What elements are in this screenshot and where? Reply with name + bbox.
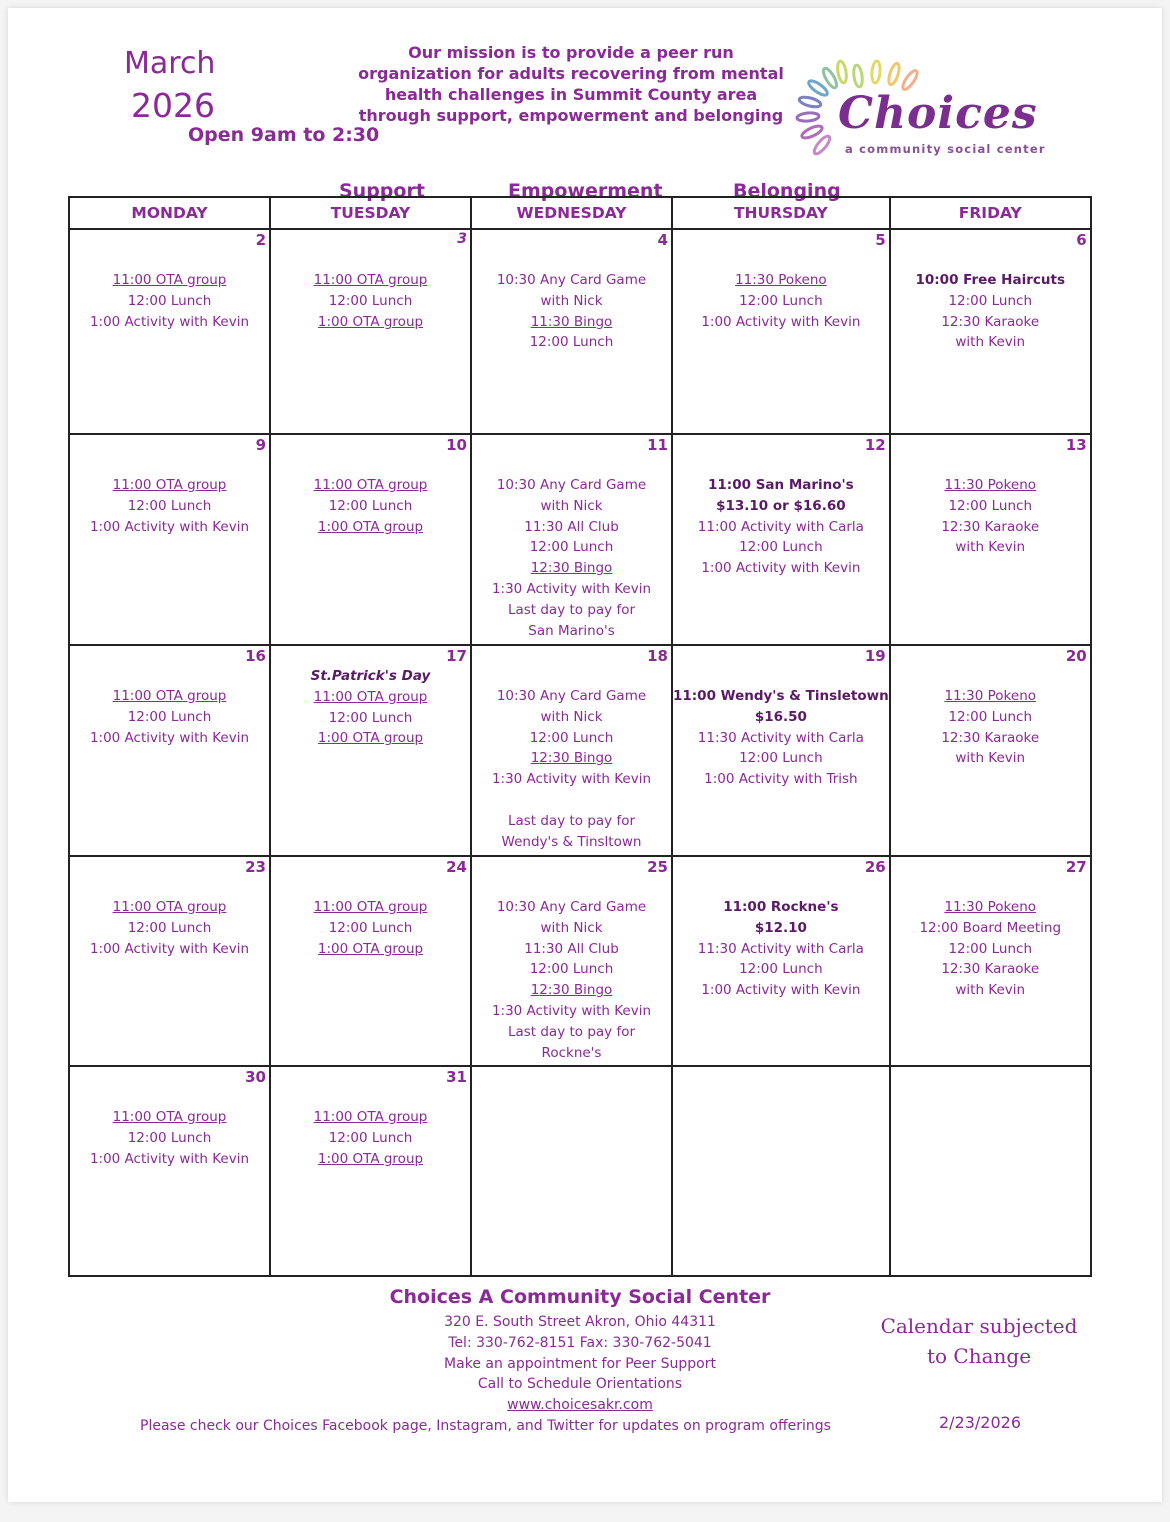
day-number: 16 (245, 647, 266, 665)
event-line: with Kevin (955, 750, 1026, 767)
event-line: 11:00 OTA group (313, 272, 428, 288)
day-cell-wednesday (471, 1066, 672, 1276)
day-cell-thursday (672, 229, 890, 434)
event-line: 12:00 Lunch (739, 539, 823, 556)
footer-peer-support: Make an appointment for Peer Support (444, 1355, 716, 1372)
day-events (891, 1067, 1090, 1107)
event-line: 1:00 Activity with Kevin (701, 560, 861, 577)
day-number: 11 (647, 436, 668, 454)
day-cell-friday (890, 856, 1091, 1066)
day-events (673, 1067, 889, 1107)
event-line: 12:30 Bingo (530, 982, 613, 999)
event-line: 12:00 Lunch (948, 497, 1033, 514)
event-line: 11:30 Pokeno (735, 272, 827, 288)
event-line: St.Patrick's Day (310, 668, 431, 684)
day-cell-tuesday (270, 1066, 471, 1276)
day-cell-wednesday (471, 434, 672, 645)
day-events (472, 1067, 671, 1107)
month-title: March (124, 46, 216, 81)
day-number: 6 (1076, 231, 1087, 249)
event-line: 11:00 OTA group (112, 899, 227, 915)
event-line: 1:00 Activity with Kevin (89, 313, 250, 330)
day-number: 17 (446, 647, 467, 665)
week-row (69, 856, 1091, 1066)
day-events (70, 1067, 269, 1169)
choices-logo (790, 50, 1060, 170)
year-title: 2026 (131, 86, 215, 125)
event-line: San Marino's (528, 622, 615, 639)
day-events (271, 435, 470, 537)
event-line: 1:00 OTA group (317, 1150, 424, 1167)
event-line: with Kevin (955, 982, 1026, 999)
website-link[interactable]: www.choicesakr.com (507, 1397, 653, 1414)
event-line: 11:30 Activity with Carla (697, 729, 864, 746)
logo-tagline: a community social center (845, 142, 1046, 156)
event-line: 12:00 Lunch (739, 961, 823, 978)
event-line: 11:00 OTA group (112, 1109, 227, 1125)
week-row (69, 229, 1091, 434)
event-line: with Nick (540, 497, 603, 514)
event-line: 1:00 OTA group (317, 940, 424, 957)
event-line: 12:00 Lunch (328, 1129, 413, 1146)
day-events (891, 230, 1090, 353)
event-line: 10:00 Free Haircuts (915, 272, 1065, 288)
day-cell-friday (890, 229, 1091, 434)
event-line: 12:00 Lunch (328, 292, 413, 309)
event-line: 12:00 Lunch (127, 292, 212, 309)
event-line: 12:30 Bingo (530, 560, 613, 577)
footer-social-note: Please check our Choices Facebook page, Instagram, and Twitter for updates on program offerings (140, 1417, 831, 1434)
day-cell-monday (69, 645, 270, 856)
weekday-friday: FRIDAY (890, 197, 1091, 229)
weekday-monday: MONDAY (69, 197, 270, 229)
event-line: 11:30 Activity with Carla (697, 940, 864, 957)
event-line: with Kevin (955, 539, 1026, 556)
day-number: 26 (864, 858, 886, 876)
event-line: 10:30 Any Card Game (496, 272, 647, 288)
event-line: 12:00 Lunch (127, 708, 212, 725)
event-line: 11:30 All Club (524, 518, 619, 535)
day-cell-wednesday (471, 645, 672, 856)
event-line: 12:00 Lunch (529, 961, 614, 978)
day-number: 13 (1065, 436, 1087, 454)
day-cell-tuesday (270, 856, 471, 1066)
day-cell-monday (69, 856, 270, 1066)
event-line: 11:00 OTA group (112, 272, 227, 288)
event-line: 12:00 Board Meeting (919, 919, 1062, 936)
day-events (271, 857, 470, 959)
event-line: 12:30 Karaoke (941, 313, 1040, 330)
weekday-header-row (69, 197, 1091, 229)
event-line: 11:00 Activity with Carla (697, 518, 864, 535)
day-number: 24 (446, 858, 467, 876)
event-line: 11:00 OTA group (112, 477, 227, 493)
event-line: Last day to pay for (507, 601, 636, 618)
event-line: with Nick (540, 292, 603, 309)
day-events (891, 646, 1090, 769)
day-events (472, 646, 671, 852)
day-events (891, 435, 1090, 558)
day-number: 3 (457, 231, 467, 247)
event-line: 12:00 Lunch (328, 709, 413, 726)
day-number: 25 (647, 858, 668, 876)
day-cell-thursday (672, 645, 890, 856)
day-events (271, 646, 470, 749)
day-cell-wednesday (471, 856, 672, 1066)
event-line: Wendy's & Tinsltown (501, 833, 642, 850)
day-events (472, 857, 671, 1063)
day-events (891, 857, 1090, 1001)
day-cell-thursday (672, 1066, 890, 1276)
event-line: with Nick (540, 919, 603, 936)
opening-hours: Open 9am to 2:30 (188, 124, 380, 146)
event-line: 12:00 Lunch (127, 1129, 212, 1146)
theme-belonging: Belonging (733, 180, 841, 202)
day-events (472, 435, 671, 641)
day-events (673, 435, 889, 579)
event-line: 1:30 Activity with Kevin (491, 771, 652, 788)
calendar-disclaimer: Calendar subjected to Change (880, 1314, 1078, 1368)
event-line: 11:00 OTA group (313, 1109, 428, 1125)
day-events (271, 230, 470, 332)
day-cell-friday (890, 645, 1091, 856)
day-number: 20 (1065, 647, 1087, 665)
day-events (673, 857, 889, 1001)
event-line: 1:30 Activity with Kevin (491, 1002, 652, 1019)
day-number: 19 (864, 647, 886, 665)
day-events (673, 230, 889, 332)
day-cell-thursday (672, 434, 890, 645)
day-events (271, 1067, 470, 1169)
event-line: Rockne's (541, 1044, 602, 1061)
event-line: with Nick (540, 708, 603, 725)
event-line: $12.10 (754, 919, 807, 936)
event-line: $16.50 (754, 708, 807, 725)
event-line: 11:00 OTA group (313, 477, 428, 493)
revision-date: 2/23/2026 (938, 1413, 1022, 1432)
day-events (70, 646, 269, 748)
week-row (69, 1066, 1091, 1276)
event-line: 12:00 Lunch (739, 292, 823, 309)
event-line: 12:00 Lunch (127, 919, 212, 936)
day-events (673, 646, 889, 790)
event-line: 1:00 Activity with Kevin (701, 982, 861, 999)
event-line: 11:30 All Club (524, 940, 619, 957)
footer-title: Choices A Community Social Center (389, 1286, 771, 1308)
day-number: 5 (875, 231, 886, 249)
day-cell-monday (69, 229, 270, 434)
weekday-thursday: THURSDAY (672, 197, 890, 229)
event-line: 1:30 Activity with Kevin (491, 580, 652, 597)
event-line: 1:00 Activity with Kevin (701, 313, 861, 330)
day-cell-tuesday (270, 229, 471, 434)
event-line: 10:30 Any Card Game (496, 899, 647, 915)
day-number: 10 (446, 436, 467, 454)
petal-top-icon (846, 52, 946, 92)
mission-statement: Our mission is to provide a peer run organization for adults recovering from mental health challenges in Summit County area through support, empowerment and belonging (358, 43, 784, 125)
theme-support: Support (339, 180, 425, 202)
day-number: 9 (255, 436, 266, 454)
weekday-wednesday: WEDNESDAY (471, 197, 672, 229)
day-cell-friday (890, 1066, 1091, 1276)
event-line: with Kevin (955, 334, 1026, 351)
day-events (472, 230, 671, 353)
footer-address: 320 E. South Street Akron, Ohio 44311 (444, 1314, 716, 1330)
event-line: 12:00 Lunch (529, 729, 614, 746)
event-line: 12:30 Karaoke (941, 961, 1040, 978)
footer-orientations: Call to Schedule Orientations (477, 1376, 683, 1393)
day-cell-monday (69, 434, 270, 645)
event-line: 12:00 Lunch (328, 919, 413, 936)
event-line: 10:30 Any Card Game (496, 477, 647, 493)
event-line: 12:30 Karaoke (941, 729, 1040, 746)
event-line: 12:00 Lunch (948, 292, 1033, 309)
event-line: 12:00 Lunch (739, 750, 823, 767)
day-number: 30 (245, 1068, 266, 1086)
theme-empowerment: Empowerment (508, 180, 663, 202)
day-cell-wednesday (471, 229, 672, 434)
event-line: 1:00 Activity with Kevin (89, 1150, 250, 1167)
event-line: 1:00 OTA group (317, 518, 424, 535)
event-line: 1:00 Activity with Kevin (89, 940, 250, 957)
event-line: 12:00 Lunch (948, 940, 1033, 957)
day-cell-monday (69, 1066, 270, 1276)
event-line: 12:00 Lunch (328, 497, 413, 514)
event-line: 12:00 Lunch (529, 539, 614, 556)
week-row (69, 434, 1091, 645)
event-line: 11:30 Pokeno (944, 688, 1037, 704)
footer-phone: Tel: 330-762-8151 Fax: 330-762-5041 (448, 1334, 712, 1351)
event-line: 12:00 Lunch (529, 334, 614, 351)
event-line: 12:30 Karaoke (941, 518, 1040, 535)
day-cell-tuesday (270, 434, 471, 645)
event-line: 1:00 OTA group (317, 313, 424, 330)
event-line: 11:30 Pokeno (944, 899, 1037, 915)
day-number: 2 (255, 231, 266, 249)
event-line (472, 790, 671, 811)
day-number: 18 (647, 647, 668, 665)
event-line: 12:30 Bingo (530, 750, 613, 767)
day-number: 4 (657, 231, 668, 249)
week-row (69, 645, 1091, 856)
event-line: 11:00 OTA group (112, 688, 227, 704)
day-events (70, 857, 269, 959)
event-line: 11:00 Wendy's & Tinsletown (673, 688, 889, 704)
weekday-tuesday: TUESDAY (270, 197, 471, 229)
event-line: 12:00 Lunch (127, 497, 212, 514)
event-line: 11:00 OTA group (313, 899, 428, 915)
event-line: Last day to pay for (507, 812, 636, 829)
day-cell-friday (890, 434, 1091, 645)
event-line: 1:00 Activity with Kevin (89, 518, 250, 535)
event-line: 1:00 Activity with Kevin (89, 729, 250, 746)
event-line: $13.10 or $16.60 (716, 497, 846, 514)
event-line: 1:00 Activity with Trish (704, 771, 858, 788)
day-events (70, 230, 269, 332)
calendar-grid (68, 196, 1092, 1277)
day-number: 31 (446, 1068, 467, 1086)
day-cell-tuesday (270, 645, 471, 856)
day-cell-thursday (672, 856, 890, 1066)
event-line: 11:30 Bingo (530, 313, 613, 330)
event-line: 11:00 OTA group (313, 688, 428, 705)
event-line: 12:00 Lunch (948, 708, 1033, 725)
day-number: 12 (864, 436, 886, 454)
event-line: 11:00 San Marino's (708, 477, 854, 493)
event-line: 10:30 Any Card Game (496, 688, 647, 704)
event-line: Last day to pay for (507, 1023, 636, 1040)
day-number: 27 (1065, 858, 1087, 876)
logo-wordmark: Choices (838, 88, 1038, 139)
event-line: 11:30 Pokeno (944, 477, 1037, 493)
day-number: 23 (245, 858, 266, 876)
event-line: 11:00 Rockne's (723, 899, 839, 915)
day-events (70, 435, 269, 537)
event-line: 1:00 OTA group (317, 730, 424, 747)
